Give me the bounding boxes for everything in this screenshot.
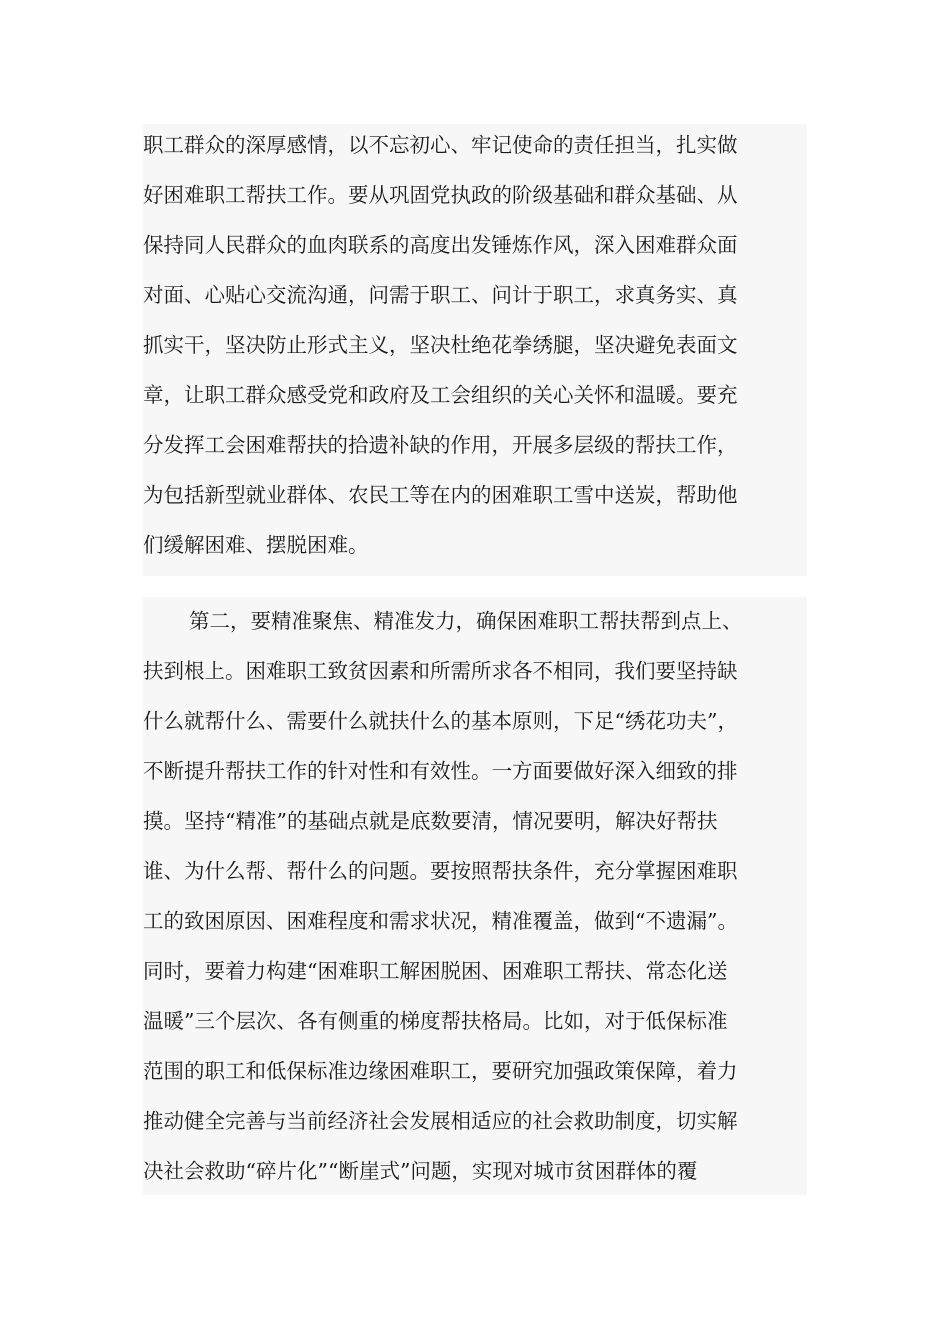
paragraph-line: 推动健全完善与当前经济社会发展相适应的社会救助制度，切实解 xyxy=(143,1109,738,1133)
paragraph-line: 谁、为什么帮、帮什么的问题。要按照帮扶条件，充分掌握困难职 xyxy=(143,859,738,883)
paragraph-line: 温暖”三个层次、各有侧重的梯度帮扶格局。比如，对于低保标准 xyxy=(143,1009,728,1033)
paragraph-line: 什么就帮什么、需要什么就扶什么的基本原则，下足“绣花功夫”， xyxy=(143,709,738,733)
paragraph-line: 同时，要着力构建“困难职工解困脱困、困难职工帮扶、常态化送 xyxy=(143,959,728,983)
paragraph-line: 扶到根上。困难职工致贫因素和所需所求各不相同，我们要坚持缺 xyxy=(143,659,738,683)
paragraph-line: 职工群众的深厚感情，以不忘初心、牢记使命的责任担当，扎实做 xyxy=(143,133,738,157)
paragraph-line: 不断提升帮扶工作的针对性和有效性。一方面要做好深入细致的排 xyxy=(143,759,738,783)
paragraph-line: 第二，要精准聚焦、精准发力，确保困难职工帮扶帮到点上、 xyxy=(189,609,743,633)
paragraph-line: 分发挥工会困难帮扶的拾遗补缺的作用，开展多层级的帮扶工作， xyxy=(143,433,738,457)
paragraph-line: 保持同人民群众的血肉联系的高度出发锤炼作风，深入困难群众面 xyxy=(143,233,738,257)
paragraph-line: 决社会救助“碎片化”“断崖式”问题，实现对城市贫困群体的覆 xyxy=(143,1159,698,1183)
paragraph-line: 抓实干，坚决防止形式主义，坚决杜绝花拳绣腿，坚决避免表面文 xyxy=(143,333,738,357)
paragraph-line: 为包括新型就业群体、农民工等在内的困难职工雪中送炭，帮助他 xyxy=(143,483,738,507)
paragraph-line: 工的致困原因、困难程度和需求状况，精准覆盖，做到“不遗漏”。 xyxy=(143,909,738,933)
paragraph-line: 章，让职工群众感受党和政府及工会组织的关心关怀和温暖。要充 xyxy=(143,383,738,407)
paragraph-line: 对面、心贴心交流沟通，问需于职工、问计于职工，求真务实、真 xyxy=(143,283,738,307)
paragraph-line: 好困难职工帮扶工作。要从巩固党执政的阶级基础和群众基础、从 xyxy=(143,183,738,207)
paragraph-2 xyxy=(143,597,807,1195)
paragraph-line: 摸。坚持“精准”的基础点就是底数要清，情况要明，解决好帮扶 xyxy=(143,809,718,833)
paragraph-line: 范围的职工和低保标准边缘困难职工，要研究加强政策保障，着力 xyxy=(143,1059,738,1083)
paragraph-line: 们缓解困难、摆脱困难。 xyxy=(143,533,369,557)
paragraph-1 xyxy=(143,124,807,576)
